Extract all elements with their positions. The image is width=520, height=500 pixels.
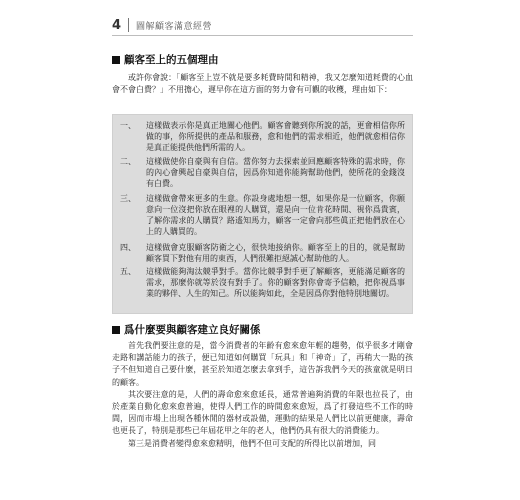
section-heading-text: 爲什麼要與顧客建立良好關係 (124, 324, 261, 336)
reason-item (120, 193, 405, 237)
square-bullet-icon (112, 326, 120, 334)
body-paragraphs (112, 340, 413, 450)
body-paragraph: 第三是消費者變得愈來愈精明，他們不但可支配的所得比以前增加，同 (128, 438, 376, 448)
reason-text: 這樣做使你自豪與有自信。當你努力去探索並回應顧客特殊的需求時，你的內心會興起自豪與自信，因爲你知道你能夠幫助他們，使所花的金錢沒有白費。 (146, 157, 405, 188)
section-heading-five-reasons (112, 52, 219, 67)
header-rule (112, 35, 413, 36)
square-bullet-icon (112, 56, 120, 64)
book-title: 圖解顧客滿意經營 (136, 21, 213, 32)
section-heading-good-relations (112, 322, 261, 337)
reason-marker: 一、 (120, 121, 136, 130)
reason-marker: 五、 (120, 267, 136, 276)
reason-text: 這樣做能夠淘汰競爭對手。當你比競爭對手更了解顧客，更能滿足顧客的需求，那麼你就等於沒有對手了。你的顧客對你會寄予信賴，把你視爲事業的夥伴、人生的知己。所以能夠如此，全是因爲你對他特別地關切。 (146, 267, 405, 298)
reason-marker: 三、 (120, 194, 136, 203)
reason-marker: 四、 (120, 243, 136, 252)
reason-text: 這樣做表示你是真正地關心他們。顧客會聽到你所說的話，更會相信你所做的事，你所提供的產品和服務，愈和他們的需求相近，他們就愈相信你是真正能提供他們所需的人。 (146, 121, 405, 152)
reason-item (120, 242, 405, 264)
reason-marker: 二、 (120, 157, 136, 166)
reason-text: 這樣做會克服顧客防衛之心，很快地接納你。顧客至上的目的，就是幫助顧客買下對他有用的東西，人們很難拒絕誠心幫助他的人。 (146, 243, 405, 263)
reason-text: 這樣做會帶來更多的生意。你設身處地想一想，如果你是一位顧客，你願意向一位沒把你放在眼裡的人購買，還是向一位肯花時間、視你爲貴賓，了解你需求的人購買？路遙知馬力，顧客一定會向那些眞正把他們放在心上的人購買的。 (146, 194, 405, 236)
page-number: 4 (112, 17, 122, 33)
section-heading-text: 顧客至上的五個理由 (124, 54, 219, 66)
reason-item (120, 266, 405, 299)
body-paragraph: 其次要注意的是，人們的壽命愈來愈延長，通常普遍夠消費的年限也拉長了，由於產業自動化愈來愈普遍，使得人們工作的時間愈來愈短，爲了打發這些不工作的時間，因而市場上出現各種休閒的器材或設備，運動的結果是人們比以前更健康，壽命也更長了，特別是那些已年屆花甲之年的老人，他們仍具有很大的消費能力。 (112, 389, 413, 436)
intro-text: 或許你會說：「顧客至上豈不就是要多耗費時間和精神，我又怎麼知道耗費的心血會不會白費？」不用擔心，遲早你在這方面的努力會有可觀的收穫，理由如下： (112, 73, 413, 95)
body-paragraph: 首先我們要注意的是，當今消費者的年齡有愈來愈年輕的趨勢，似乎很多才剛會走路和講話能力的孩子，便已知道如何購買「玩具」和「神奇」了，再稍大一點的孩子不但知道自己要什麼，甚至於知道怎麼去拿到手，這告訴我們今天的孩童就是明日的顧客。 (112, 341, 413, 387)
header-divider (128, 18, 129, 32)
intro-paragraph (112, 72, 413, 96)
page-header (112, 14, 212, 36)
reason-item (120, 156, 405, 189)
reason-item (120, 120, 405, 153)
